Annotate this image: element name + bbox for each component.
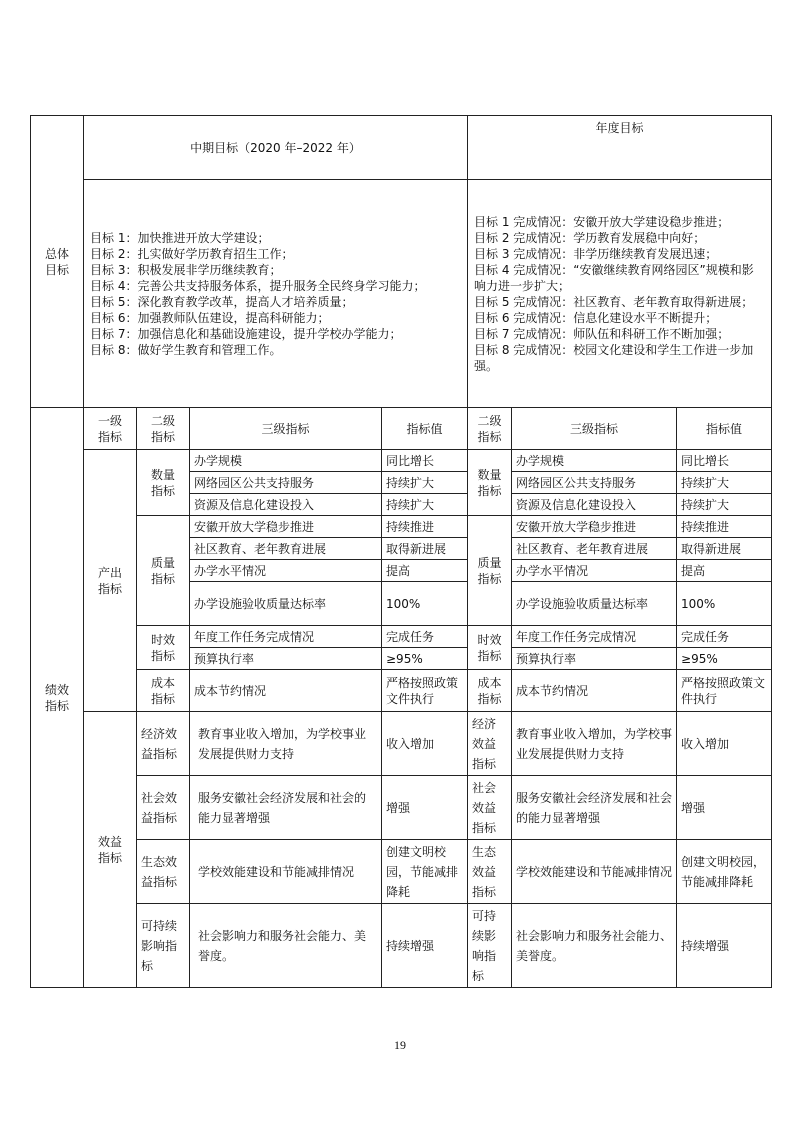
col-header-level3-right — [512, 408, 677, 450]
level2-cell-right: 经济效益指标 — [468, 712, 512, 776]
level3-cell: 学校效能建设和节能减排情况 — [190, 840, 382, 904]
level3-cell-right: 安徽开放大学稳步推进 — [512, 516, 677, 538]
annual-goal-item: 目标 5 完成情况：社区教育、老年教育取得新进展； — [474, 294, 754, 309]
col-header-level2-right — [468, 408, 512, 450]
level3-cell-right: 资源及信息化建设投入 — [512, 494, 677, 516]
output-label-text: 产出 指标 — [97, 565, 122, 596]
level2-cell: 经济效益指标 — [137, 712, 190, 776]
value-cell-right: 取得新进展 — [677, 538, 772, 560]
level3-cell: 教育事业收入增加，为学校事业发展提供财力支持 — [190, 712, 382, 776]
mid-term-goal-item: 目标 6：加强教师队伍建设，提高科研能力； — [90, 310, 330, 325]
overall-goal-label — [31, 116, 84, 408]
mid-term-goal-item: 目标 8：做好学生教育和管理工作。 — [90, 342, 282, 357]
level3-cell: 服务安徽社会经济发展和社会的能力显著增强 — [190, 776, 382, 840]
level3-cell-right: 服务安徽社会经济发展和社会的能力显著增强 — [512, 776, 677, 840]
table-row — [31, 904, 772, 988]
value-cell: 严格按照政策文件执行 — [382, 670, 468, 712]
level3-cell-right: 办学设施验收质量达标率 — [512, 582, 677, 626]
value-cell-right: 持续推进 — [677, 516, 772, 538]
level3-cell: 网络园区公共支持服务 — [190, 472, 382, 494]
level3-cell: 办学设施验收质量达标率 — [190, 582, 382, 626]
value-cell-right: 持续扩大 — [677, 472, 772, 494]
mid-term-goals-cell — [84, 180, 468, 408]
value-cell: ≥95% — [382, 648, 468, 670]
quantity-label-text: 数量 指标 — [150, 467, 175, 498]
table-row — [31, 516, 772, 538]
col-header-level2-right-text: 二级 指标 — [477, 413, 502, 444]
mid-term-goal-header — [84, 116, 468, 180]
level2-cell: 社会效益指标 — [137, 776, 190, 840]
time-label-text: 时效 指标 — [150, 632, 175, 663]
table-row — [31, 776, 772, 840]
cost-indicator-label — [137, 670, 190, 712]
annual-goal-item: 目标 8 完成情况：校园文化建设和学生工作进一步加强。 — [474, 342, 754, 373]
quality-indicator-label-right — [468, 516, 512, 626]
value-cell: 持续推进 — [382, 516, 468, 538]
annual-goals-cell — [468, 180, 772, 408]
col-header-level1-text: 一级 指标 — [97, 413, 122, 444]
time-indicator-label-right — [468, 626, 512, 670]
level2-cell-right: 生态效益指标 — [468, 840, 512, 904]
annual-goal-item: 目标 7 完成情况：师队伍和科研工作不断加强； — [474, 326, 730, 341]
quality-label-text: 质量 指标 — [150, 555, 175, 586]
value-cell-right: 完成任务 — [677, 626, 772, 648]
value-cell: 创建文明校园，节能减排降耗 — [382, 840, 468, 904]
level3-cell-right: 成本节约情况 — [512, 670, 677, 712]
quantity-indicator-label — [137, 450, 190, 516]
value-cell-right: 增强 — [677, 776, 772, 840]
level3-cell-right: 教育事业收入增加，为学校事业发展提供财力支持 — [512, 712, 677, 776]
value-cell: 持续扩大 — [382, 472, 468, 494]
value-cell: 完成任务 — [382, 626, 468, 648]
table-row — [31, 670, 772, 712]
value-cell-right: 100% — [677, 582, 772, 626]
quantity-indicator-label-right — [468, 450, 512, 516]
value-cell: 收入增加 — [382, 712, 468, 776]
value-cell-right: 同比增长 — [677, 450, 772, 472]
value-cell-right: 持续扩大 — [677, 494, 772, 516]
level3-cell-right: 年度工作任务完成情况 — [512, 626, 677, 648]
value-cell: 取得新进展 — [382, 538, 468, 560]
output-indicator-label — [84, 450, 137, 712]
level3-cell-right: 学校效能建设和节能减排情况 — [512, 840, 677, 904]
value-cell: 同比增长 — [382, 450, 468, 472]
level3-cell-right: 网络园区公共支持服务 — [512, 472, 677, 494]
mid-term-goal-item: 目标 7：加强信息化和基础设施建设，提升学校办学能力； — [90, 326, 402, 341]
level2-cell: 生态效益指标 — [137, 840, 190, 904]
value-cell: 持续扩大 — [382, 494, 468, 516]
annual-goal-item: 目标 3 完成情况：非学历继续教育发展迅速； — [474, 246, 718, 261]
value-cell: 提高 — [382, 560, 468, 582]
mid-term-title: 中期目标（2020 年–2022 年） — [190, 140, 361, 155]
mid-term-goal-item: 目标 4：完善公共支持服务体系，提升服务全民终身学习能力； — [90, 278, 426, 293]
value-cell-right: ≥95% — [677, 648, 772, 670]
benefit-label-text: 效益 指标 — [97, 834, 122, 865]
value-cell: 增强 — [382, 776, 468, 840]
level3-cell: 办学规模 — [190, 450, 382, 472]
level3-cell: 年度工作任务完成情况 — [190, 626, 382, 648]
benefit-indicator-label — [84, 712, 137, 988]
level3-cell-right: 预算执行率 — [512, 648, 677, 670]
time-label-right-text: 时效 指标 — [477, 632, 502, 663]
col-header-level3 — [190, 408, 382, 450]
annual-goal-item: 目标 6 完成情况：信息化建设水平不断提升； — [474, 310, 718, 325]
col-header-value-right-text: 指标值 — [706, 421, 743, 436]
value-cell-right: 提高 — [677, 560, 772, 582]
col-header-level3-text: 三级指标 — [261, 421, 310, 436]
level3-cell-right: 社会影响力和服务社会能力、美誉度。 — [512, 904, 677, 988]
col-header-level2 — [137, 408, 190, 450]
annual-title: 年度目标 — [595, 121, 644, 135]
table-row — [31, 840, 772, 904]
performance-label-text: 绩效 指标 — [44, 682, 69, 713]
col-header-value — [382, 408, 468, 450]
table-row — [31, 712, 772, 776]
level3-cell-right: 办学规模 — [512, 450, 677, 472]
cost-indicator-label-right — [468, 670, 512, 712]
value-cell: 100% — [382, 582, 468, 626]
value-cell-right: 创建文明校园，节能减排降耗 — [677, 840, 772, 904]
value-cell: 持续增强 — [382, 904, 468, 988]
mid-term-goal-item: 目标 1：加快推进开放大学建设； — [90, 230, 270, 245]
annual-goal-item: 目标 1 完成情况：安徽开放大学建设稳步推进； — [474, 214, 730, 229]
level3-cell: 社会影响力和服务社会能力、美誉度。 — [190, 904, 382, 988]
level3-cell: 安徽开放大学稳步推进 — [190, 516, 382, 538]
performance-goals-table — [30, 115, 772, 988]
level2-cell-right: 可持续影响指标 — [468, 904, 512, 988]
col-header-value-right — [677, 408, 772, 450]
level2-cell-right: 社会效益指标 — [468, 776, 512, 840]
time-indicator-label — [137, 626, 190, 670]
level3-cell-right: 社区教育、老年教育进展 — [512, 538, 677, 560]
annual-goal-item: 目标 4 完成情况：“安徽继续教育网络园区”规模和影响力进一步扩大； — [474, 262, 754, 293]
quality-label-right-text: 质量 指标 — [477, 555, 502, 586]
value-cell-right: 持续增强 — [677, 904, 772, 988]
cost-label-right-text: 成本 指标 — [477, 675, 502, 706]
quantity-label-right-text: 数量 指标 — [477, 467, 502, 498]
col-header-value-text: 指标值 — [406, 421, 443, 436]
mid-term-goal-item: 目标 2：扎实做好学历教育招生工作； — [90, 246, 294, 261]
overall-goal-label-text: 总体 目标 — [44, 246, 69, 277]
level3-cell: 社区教育、老年教育进展 — [190, 538, 382, 560]
col-header-level3-right-text: 三级指标 — [570, 421, 619, 436]
level3-cell-right: 办学水平情况 — [512, 560, 677, 582]
annual-goal-item: 目标 2 完成情况：学历教育发展稳中向好； — [474, 230, 706, 245]
mid-term-goal-item: 目标 5：深化教育教学改革，提高人才培养质量； — [90, 294, 354, 309]
performance-indicator-label — [31, 408, 84, 988]
value-cell-right: 收入增加 — [677, 712, 772, 776]
page-number: 19 — [394, 1038, 406, 1052]
level3-cell: 资源及信息化建设投入 — [190, 494, 382, 516]
annual-goal-header — [468, 116, 772, 180]
value-cell-right: 严格按照政策文件执行 — [677, 670, 772, 712]
col-header-level2-text: 二级 指标 — [150, 413, 175, 444]
cost-label-text: 成本 指标 — [150, 675, 175, 706]
table-row — [31, 626, 772, 648]
col-header-level1 — [84, 408, 137, 450]
mid-term-goal-item: 目标 3：积极发展非学历继续教育； — [90, 262, 282, 277]
table-row — [31, 450, 772, 472]
quality-indicator-label — [137, 516, 190, 626]
level2-cell: 可持续影响指标 — [137, 904, 190, 988]
level3-cell: 办学水平情况 — [190, 560, 382, 582]
level3-cell: 预算执行率 — [190, 648, 382, 670]
level3-cell: 成本节约情况 — [190, 670, 382, 712]
